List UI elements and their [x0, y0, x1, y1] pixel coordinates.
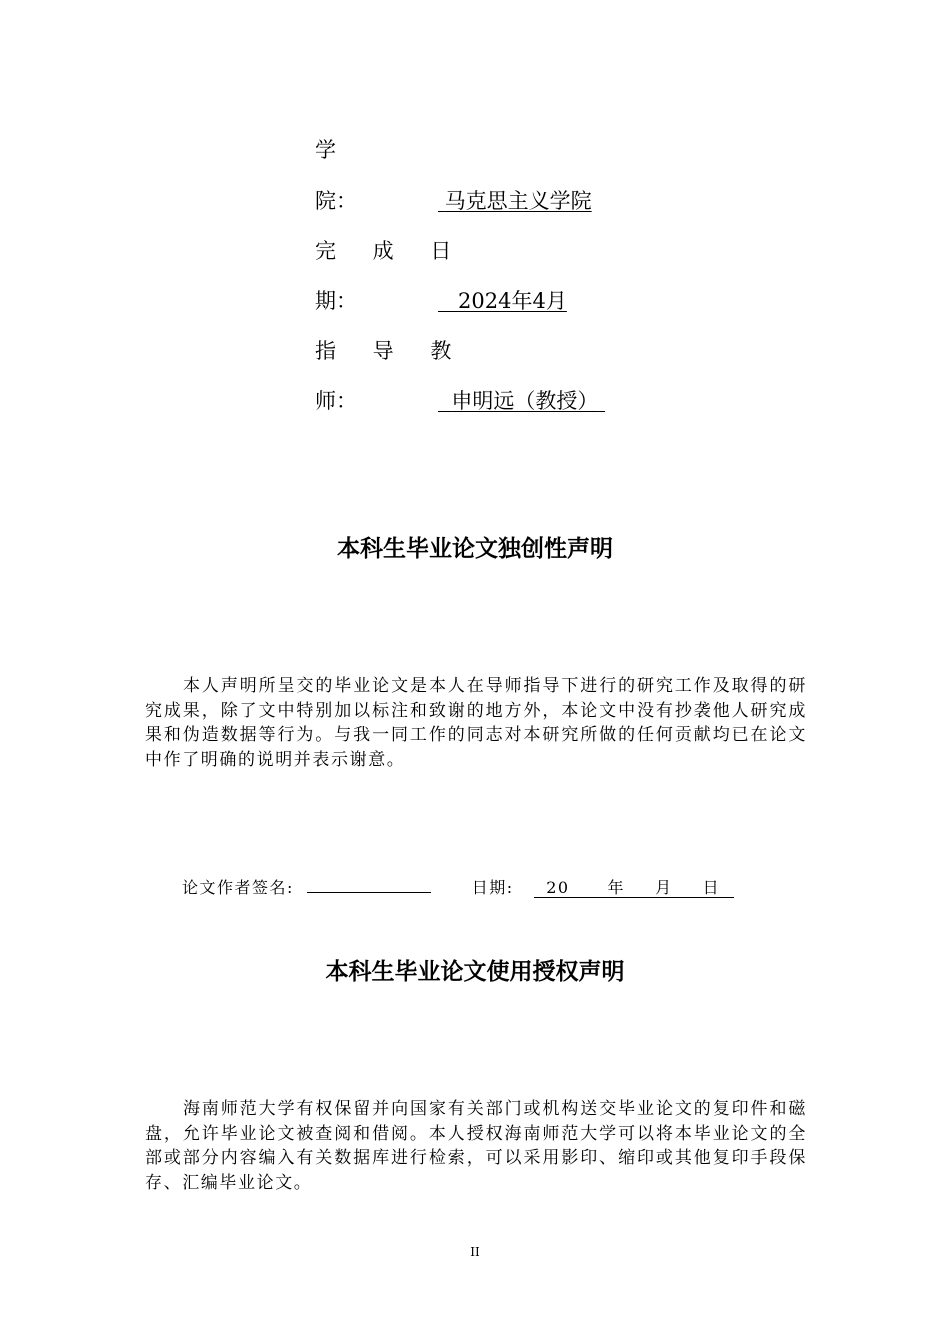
- signature-line: [182, 874, 734, 899]
- college-value: 马克思主义学院: [444, 189, 592, 213]
- originality-title: 本科生毕业论文独创性声明: [337, 536, 613, 562]
- author-signature-label: 论文作者签名:: [182, 878, 294, 897]
- college-label-line1: 学: [315, 138, 336, 162]
- date-year-prefix: 20: [546, 878, 570, 897]
- advisor-value: 申明远（教授）: [451, 389, 599, 413]
- date-label-line1: 完 成 日: [315, 239, 467, 263]
- advisor-label-line2: 师：: [315, 389, 357, 413]
- date-month-unit: 月: [655, 878, 673, 897]
- originality-text: 本人声明所呈交的毕业论文是本人在导师指导下进行的研究工作及取得的研究成果，除了文中特别加以标注和致谢的地方外，本论文中没有抄袭他人研究成果和伪造数据等行为。与我一同工作的同志对本研究所做的任何贡献均已在论文中作了明确的说明并表示谢意。: [145, 676, 807, 770]
- date-year-unit: 年: [607, 878, 626, 897]
- authorization-title: 本科生毕业论文使用授权声明: [325, 959, 625, 985]
- date-day-unit: 日: [702, 878, 721, 897]
- authorization-text: 海南师范大学有权保留并向国家有关部门或机构送交毕业论文的复印件和磁盘，允许毕业论文被查阅和借阅。本人授权海南师范大学可以将本毕业论文的全部或部分内容编入有关数据库进行检索，可以采用影印、缩印或其他复印手段保存、汇编毕业论文。: [145, 1099, 807, 1193]
- date-label: 日期:: [471, 878, 514, 897]
- author-signature-blank[interactable]: [307, 874, 431, 893]
- date-value: 2024年4月: [458, 289, 567, 313]
- date-field[interactable]: [534, 877, 734, 898]
- page-number: II: [470, 1245, 480, 1259]
- college-label-line2: 院：: [315, 189, 357, 213]
- date-label-line2: 期：: [315, 289, 357, 313]
- advisor-label-line1: 指 导 教: [315, 339, 467, 363]
